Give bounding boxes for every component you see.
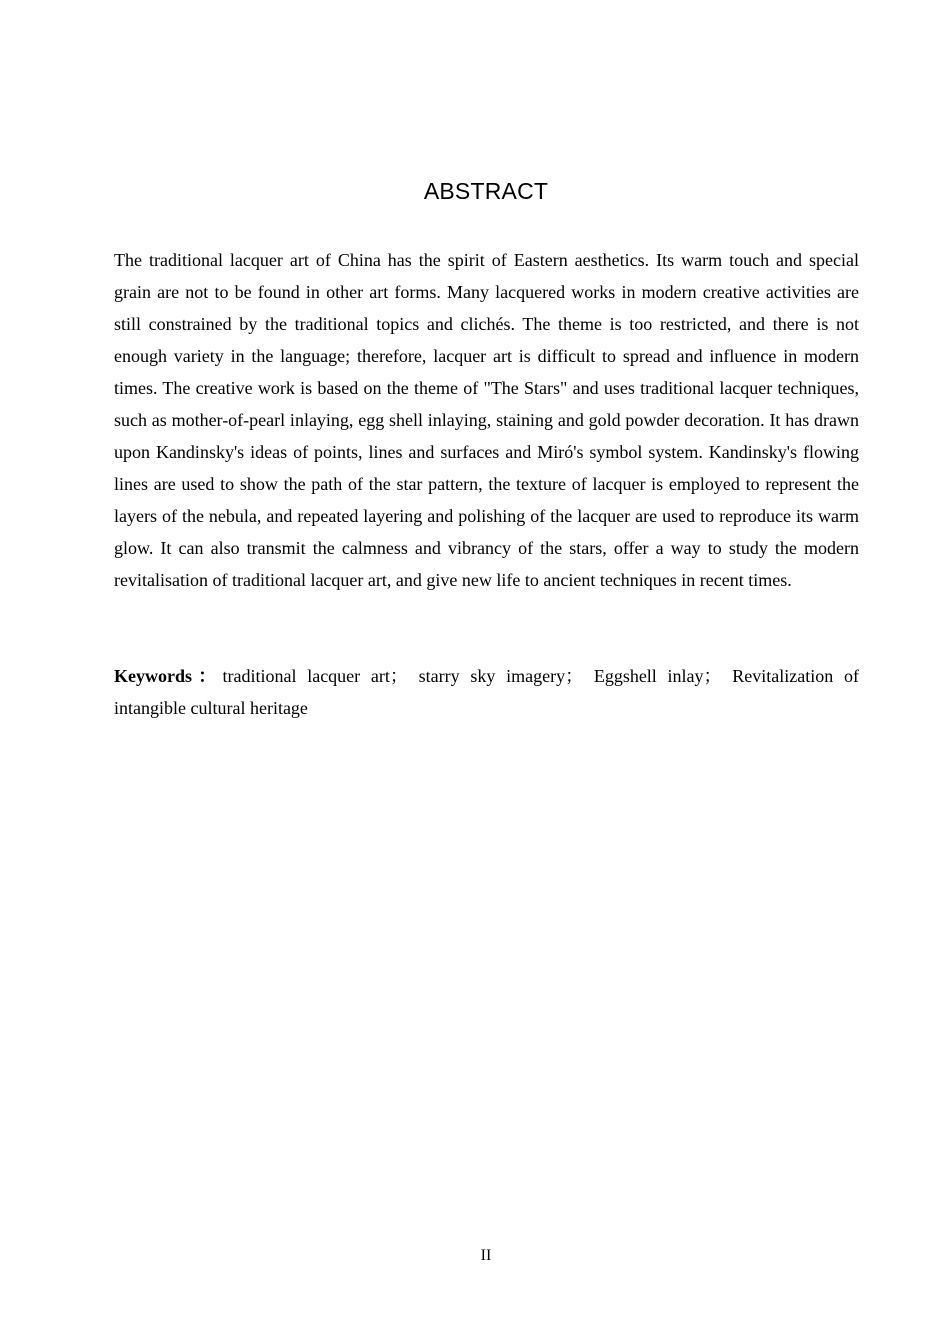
page-number: II (480, 1247, 492, 1264)
abstract-body: The traditional lacquer art of China has the spirit of Eastern aesthetics. Its warm touch and special grain are not to be found in other art forms. Many lacquered works in modern creative activities are still constrained by the traditional topics and clichés. The theme is too restricted, and there is not enough variety in the language; therefore, lacquer art is difficult to spread and influence in modern times. The creative work is based on the theme of "The Stars" and uses traditional lacquer techniques, such as mother-of-pearl inlaying, egg shell inlaying, staining and gold powder decoration. It has drawn upon Kandinsky's ideas of points, lines and surfaces and Miró's symbol system. Kandinsky's flowing lines are used to show the path of the star pattern, the texture of lacquer is employed to represent the layers of the nebula, and repeated layering and polishing of the lacquer are used to reproduce its warm glow. It can also transmit the calmness and vibrancy of the stars, offer a way to study the modern revitalisation of traditional lacquer art, and give new life to ancient techniques in recent times. (114, 250, 859, 590)
keywords-label: Keywords： (114, 666, 223, 686)
abstract-title: ABSTRACT (423, 178, 549, 204)
keywords-paragraph (114, 660, 859, 724)
keywords-text: traditional lacquer art； starry sky imagery； Eggshell inlay； Revitalization of intangible cultural heritage (114, 666, 859, 718)
